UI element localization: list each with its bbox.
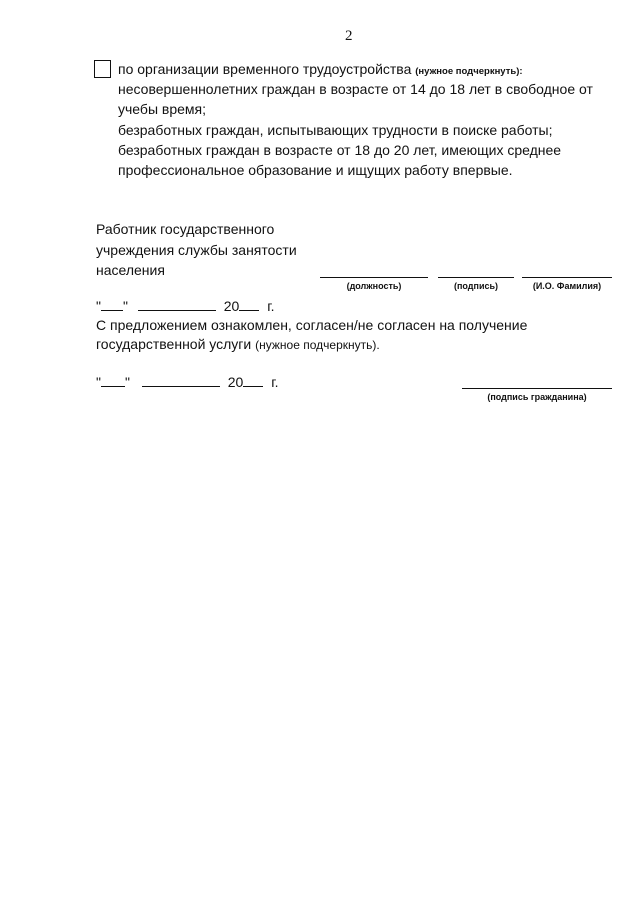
full-name-line [522, 277, 612, 278]
date-quote-open: " [96, 298, 101, 314]
worker-title-line1: Работник государственного [96, 221, 275, 237]
date-line-citizen [96, 372, 279, 392]
date2-year-prefix: 20 [227, 374, 244, 390]
option-item-minors-line1: несовершеннолетних граждан в возрасте от 14 до 18 лет в свободное от [118, 81, 593, 97]
agreement-note: (нужное подчеркнуть). [255, 338, 380, 352]
option-item-minors-line2: учебы время; [118, 101, 206, 117]
option-checkbox[interactable] [94, 60, 111, 78]
page-number: 2 [345, 28, 353, 44]
option-item-young-graduates-line1: безработных граждан в возрасте от 18 до 20 лет, имеющих среднее [118, 142, 562, 158]
option-title: по организации временного трудоустройства [118, 61, 412, 77]
date-year-suffix: г. [267, 298, 275, 314]
date2-quote-close: " [124, 374, 130, 390]
option-title-note: (нужное подчеркнуть): [415, 66, 523, 77]
date2-quote-open: " [96, 374, 101, 390]
agreement-line1: С предложением ознакомлен, согласен/не согласен на получение [96, 317, 528, 333]
option-item-unemployed-difficulty: безработных граждан, испытывающих трудности в поиске работы; [118, 122, 553, 138]
date-year-blank [239, 298, 259, 311]
worker-title-line2: учреждения службы занятости [96, 242, 297, 258]
option-item-young-graduates-line2: профессиональное образование и ищущих работу впервые. [118, 162, 513, 178]
agreement-service: государственной услуги [96, 336, 252, 352]
date-year-prefix: 20 [223, 298, 240, 314]
agreement-line2 [96, 334, 380, 355]
date2-year-blank [243, 374, 263, 387]
date-day-blank [101, 298, 123, 311]
date2-year-suffix: г. [271, 374, 279, 390]
date-line-worker [96, 296, 275, 316]
worker-title-line3: населения [96, 262, 165, 278]
full-name-caption: (И.О. Фамилия) [532, 281, 602, 291]
position-line [320, 277, 428, 278]
date-month-blank [138, 298, 216, 311]
citizen-signature-caption: (подпись гражданина) [487, 392, 587, 402]
position-caption: (должность) [346, 281, 402, 291]
signature-line [438, 277, 514, 278]
signature-caption: (подпись) [453, 281, 499, 291]
date-quote-close: " [122, 298, 128, 314]
date2-day-blank [101, 374, 125, 387]
citizen-signature-line [462, 388, 612, 389]
date2-month-blank [142, 374, 220, 387]
